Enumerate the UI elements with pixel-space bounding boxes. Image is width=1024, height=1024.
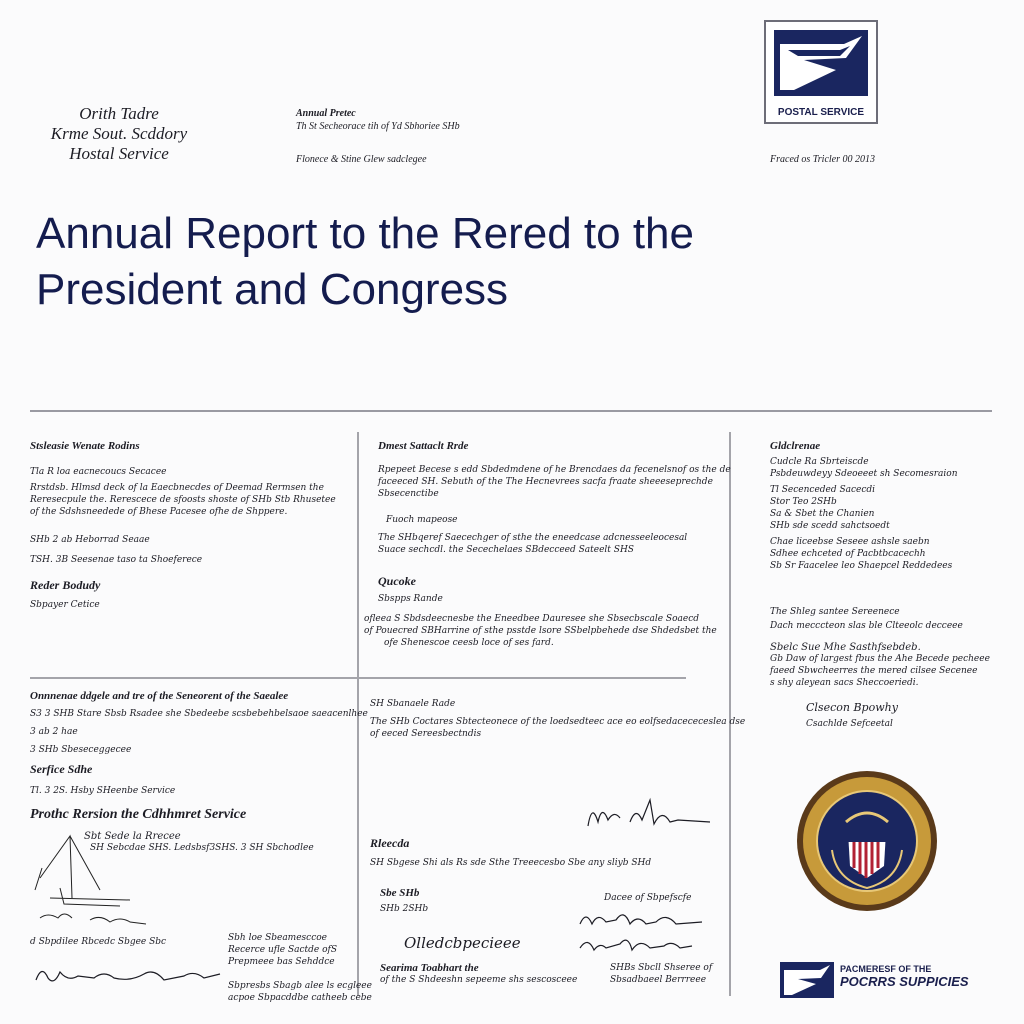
right-signer-name: Clsecon Bpowhy — [806, 701, 898, 714]
lower-mid-section — [370, 698, 745, 740]
lower-left-bottom-line-5: Sbpresbs Sbagb alee ls ecgleee — [228, 981, 372, 991]
bottom-postal-logo — [780, 962, 969, 1003]
right-line-6: SHb sde scedd sahctsoedt — [770, 521, 890, 531]
lower-mid-sub-head: Rleecda — [370, 836, 410, 850]
mid-line-3: Sbsecenctibe — [378, 489, 439, 499]
org-line-1: Orith Tadre — [79, 104, 159, 123]
lower-mid-sig-caption-2: SHBs Sbcll Shseree of — [610, 963, 713, 973]
lower-left-line-2: 3 ab 2 hae — [30, 727, 78, 737]
bottom-logo-line-1: PACMERESF OF THE — [840, 964, 932, 974]
eagle-logo-icon — [774, 30, 868, 96]
lower-left-section-title: Prothc Rersion the Cdhhmret Service — [30, 807, 247, 822]
left-line-1: Tla R loa eacnecoucs Secacee — [30, 467, 167, 477]
lower-left-line-1: S3 3 SHB Stare Sbsb Rsadee she Sbedeebe scsbebehbelsaoe saeacenlhee — [30, 709, 368, 719]
right-line-4: Stor Teo 2SHb — [770, 497, 837, 507]
lower-mid-sub2-line: SHb 2SHb — [380, 904, 429, 914]
page-title — [36, 206, 936, 318]
mid-heading: Dmest Sattaclt Rrde — [378, 440, 469, 452]
lower-mid-line-1: The SHb Coctares Sbtecteonece of the loedsedteec ace eo eolfsedacececeslea dse — [370, 717, 746, 727]
header-meta — [296, 108, 596, 165]
lower-mid-name-caption — [404, 934, 521, 952]
mid-sub-note: Fuoch mapeose — [386, 515, 458, 525]
postal-service-logo — [764, 20, 878, 124]
mid-line-1: Rpepeet Becese s edd Sbdedmdene of he Brencdaes da fecenelsnof os the de — [378, 465, 731, 475]
left-column — [30, 440, 336, 611]
mid-line-4: The SHbqeref Saecechger of sthe the eneedcase adcnesseeleocesal — [378, 533, 688, 543]
lower-left-bottom — [30, 936, 166, 948]
bottom-logo-text — [840, 964, 969, 989]
lower-left-sec-line-1: Sbt Sede la Rrecee — [84, 831, 181, 842]
lower-mid-sub-line: SH Sbgese Shi als Rs sde Sthe Treeecesbo Sbe any sliyb SHd — [370, 858, 652, 868]
org-line-2: Krme Sout. Scddory — [50, 124, 188, 143]
mid-line-7: of Pouecred SBHarrine of sthe psstde lsore SSbelpbehede dse Shdedsbet the — [364, 626, 717, 636]
right-line-8: Sdhee echceted of Pacbtbcacechh — [770, 549, 926, 559]
lower-mid-bottom — [380, 962, 577, 986]
report-date: Fraced os Tricler 00 2013 — [770, 154, 875, 165]
left-signer-name: Reder Bodudy — [30, 578, 101, 592]
lower-mid-caption-2 — [610, 962, 712, 986]
mid-sub-head: Qucoke — [378, 574, 416, 588]
header-meta-line-2: Th St Secheorace tih of Yd Sbhoriee SHb — [296, 121, 460, 132]
left-sub-1: SHb 2 ab Heborrad Seaae — [30, 535, 150, 545]
signature-mid-3-icon — [576, 932, 696, 956]
title-line-2: President and Congress — [36, 265, 509, 314]
left-line-3: Reresecpule the. Rerescece de sfoosts shoste of SHb Stb Rhusetee — [30, 495, 336, 505]
lower-mid-sub2-head: Sbe SHb — [380, 887, 420, 899]
lower-left-bottom-line-6: acpoe Sbpacddbe catheeb cebe — [228, 993, 372, 1003]
mid-line-2: faceeced SH. Sebuth of the The Hecnevrees sacfa fraate sheeeseprechde — [378, 477, 713, 487]
ship-sketch-icon — [30, 828, 160, 928]
lower-mid-bottom-head: Searima Toabhart the — [380, 962, 479, 974]
right-para-4: s shy aleyean sacs Sheccoeriedi. — [770, 678, 919, 688]
official-seal-icon — [796, 770, 938, 912]
lower-left-bottom-line-2: Sbh loe Sbeamesccoe — [228, 933, 327, 943]
section-divider — [30, 677, 686, 679]
lower-mid-sig-caption-1: Dacee of Sbpefscfe — [604, 893, 692, 903]
lower-left-bottom-right — [228, 932, 372, 1004]
left-line-2: Rrstdsb. Hlmsd deck of la Eaecbnecdes of Deemad Rermsen the — [30, 483, 324, 493]
lower-mid-heading: SH Sbanaele Rade — [370, 699, 456, 709]
organization-block — [34, 104, 204, 164]
left-signer-role: Sbpayer Cetice — [30, 600, 100, 610]
signature-mid-2-icon — [576, 906, 706, 930]
logo-text: POSTAL SERVICE — [777, 107, 865, 118]
signature-left-icon — [34, 962, 224, 990]
left-sub-2: TSH. 3B Seesenae taso ta Shoeferece — [30, 555, 203, 565]
lower-left-heading: Onnnenae ddgele and tre of the Seneorent of the Saealee — [30, 690, 289, 702]
right-heading: Gldclrenae — [770, 440, 821, 452]
mid-line-5: Suace sechcdl. the Secechelaes SBdecceed Sateelt SHS — [378, 545, 634, 555]
mid-line-6: ofleea S Sbdsdeecnesbe the Eneedbee Dauresee she Sbsecbscale Soaecd — [364, 614, 700, 624]
title-line-1: Annual Report to the Rered to the — [36, 209, 694, 258]
right-note-2: Dach mecccteon slas ble Clteeolc decceee — [770, 621, 963, 631]
right-line-9: Sb Sr Faacelee leo Shaepcel Reddedees — [770, 561, 953, 571]
lower-mid-line-2: of eeced Sereesbectndis — [370, 729, 482, 739]
left-heading: Stsleasie Wenate Rodins — [30, 440, 140, 452]
divider — [30, 410, 992, 412]
right-note-1: The Shleg santee Sereenece — [770, 607, 900, 617]
lower-left-bottom-line-4: Prepmeee bas Sehddce — [228, 957, 335, 967]
right-line-7: Chae liceebse Seseee ashsle saebn — [770, 537, 930, 547]
lower-left-sec-line-2: SH Sebcdae SHS. Ledsbsf3SHS. 3 SH Sbchodlee — [90, 843, 314, 853]
right-column — [770, 440, 990, 730]
header-meta-line-3: Flonece & Stine Glew sadclegee — [296, 154, 427, 165]
right-line-5: Sa & Sbet the Chanien — [770, 509, 875, 519]
lower-left-bottom-line-1: d Sbpdilee Rbcedc Sbgee Sbc — [30, 937, 167, 947]
mid-sub-head-2: Sbspps Rande — [378, 594, 443, 604]
right-para-1: Sbelc Sue Mhe Sasthfsebdeb. — [770, 642, 921, 653]
right-line-3: Tl Secenceded Sacecdi — [770, 485, 876, 495]
lower-left-line-3: 3 SHb Sbeseceggecee — [30, 745, 132, 755]
eagle-small-icon — [780, 962, 834, 998]
right-line-1: Cudcle Ra Sbrteiscde — [770, 457, 869, 467]
right-line-2: Psbdeuwdeyy Sdeoeeet sh Secomesraion — [770, 469, 958, 479]
right-signer-role: Csachlde Sefceetal — [806, 719, 893, 729]
lower-mid-sig-caption-3: Sbsadbaeel Berrreee — [610, 975, 707, 985]
lower-mid-bottom-line: of the S Shdeeshn sepeeme shs sescosceee — [380, 975, 578, 985]
middle-column — [364, 440, 731, 649]
right-para-2: Gb Daw of largest fbus the Ahe Becede pecheee — [770, 654, 990, 664]
left-line-4: of the Sdshsneedede of Bhese Pacesee ofhe de Shppere. — [30, 507, 288, 517]
header-meta-line-1: Annual Pretec — [296, 108, 356, 119]
lower-mid-caption-1 — [604, 892, 691, 904]
right-para-3: faeed Sbwcheerres the mered cilsee Secenee — [770, 666, 978, 676]
lower-left-bottom-line-3: Recerce ufle Sactde ofS — [228, 945, 338, 955]
lower-left-sub-head: Serfice Sdhe — [30, 762, 93, 776]
signature-mid-icon — [584, 796, 714, 832]
lower-mid-name: Olledcbpecieee — [404, 934, 521, 952]
org-line-3: Hostal Service — [69, 144, 169, 163]
lower-left-sub-line: Tl. 3 2S. Hsby SHeenbe Service — [30, 786, 176, 796]
bottom-logo-line-2: POCRRS SUPPICIES — [840, 974, 969, 989]
mid-line-8: ofe Shenescoe ceesb loce of ses fard. — [384, 638, 554, 648]
